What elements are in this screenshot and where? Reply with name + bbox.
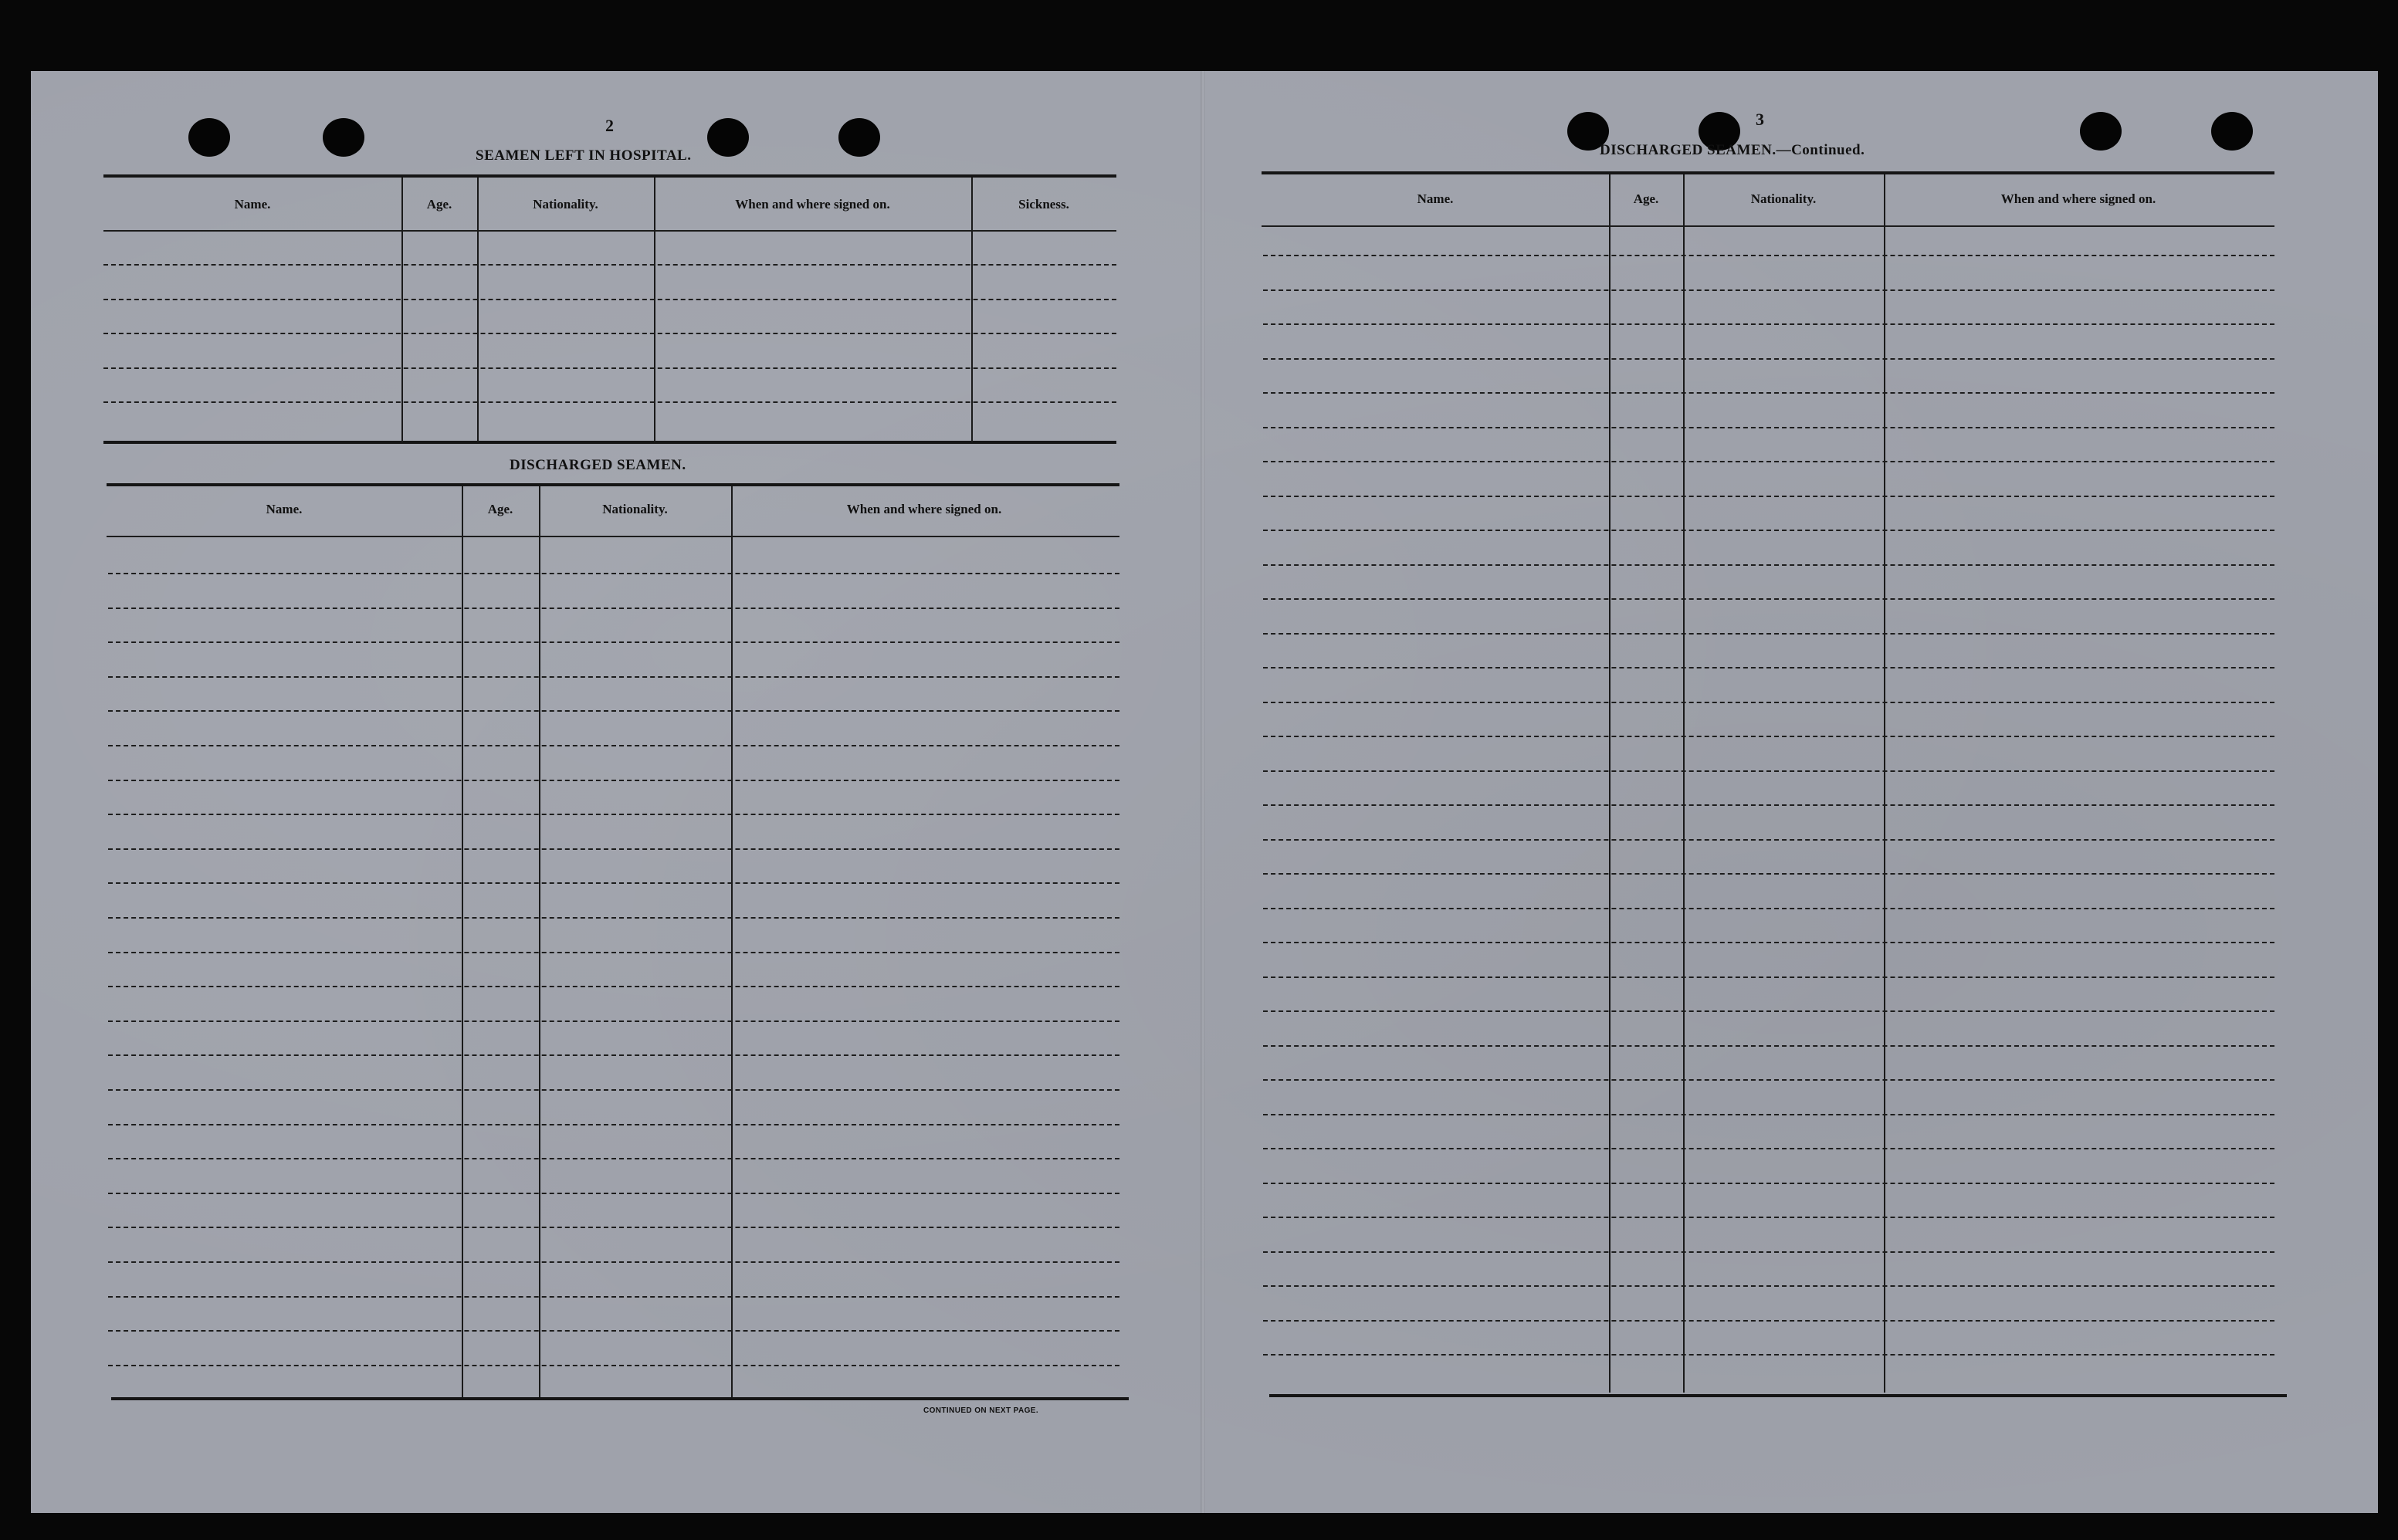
continued-note: CONTINUED ON NEXT PAGE. — [923, 1406, 1039, 1415]
row-ruling-line — [108, 1330, 1119, 1332]
row-ruling-line — [1263, 289, 2274, 291]
punch-hole — [838, 118, 880, 157]
row-ruling-line — [1263, 461, 2274, 462]
row-ruling-line — [108, 1054, 1119, 1056]
row-ruling-line — [108, 641, 1119, 643]
row-ruling-line — [103, 299, 1116, 300]
column-header-when-where: When and where signed on. — [2000, 191, 2156, 206]
column-header-name: Name. — [234, 197, 271, 212]
column-divider — [731, 486, 733, 1397]
column-divider — [462, 486, 463, 1397]
hospital-bottom-rule — [103, 441, 1116, 444]
column-divider — [539, 486, 540, 1397]
row-ruling-line — [1263, 1251, 2274, 1253]
row-ruling-line — [103, 264, 1116, 266]
row-ruling-line — [1263, 633, 2274, 635]
row-ruling-line — [108, 1365, 1119, 1366]
column-header-age: Age. — [487, 502, 513, 516]
column-header-nationality: Nationality. — [602, 502, 668, 516]
row-ruling-line — [108, 1020, 1119, 1022]
right-header-rule — [1262, 225, 2274, 227]
column-header-when-where: When and where signed on. — [735, 197, 890, 212]
row-ruling-line — [108, 573, 1119, 574]
row-ruling-line — [1263, 908, 2274, 909]
row-ruling-line — [108, 882, 1119, 884]
row-ruling-line — [108, 917, 1119, 919]
row-ruling-line — [1263, 564, 2274, 566]
punch-hole — [188, 118, 230, 157]
row-ruling-line — [103, 333, 1116, 334]
row-ruling-line — [108, 710, 1119, 712]
discharged-continued-title: DISCHARGED SEAMEN.—Continued. — [1600, 142, 1865, 158]
row-ruling-line — [108, 1296, 1119, 1298]
row-ruling-line — [1263, 1285, 2274, 1287]
row-ruling-line — [103, 367, 1116, 369]
row-ruling-line — [1263, 1010, 2274, 1012]
punch-hole — [323, 118, 364, 157]
hospital-header-rule — [103, 230, 1116, 232]
row-ruling-line — [108, 745, 1119, 746]
row-ruling-line — [1263, 839, 2274, 841]
row-ruling-line — [1263, 392, 2274, 394]
row-ruling-line — [108, 1158, 1119, 1159]
hospital-section-title: SEAMEN LEFT IN HOSPITAL. — [476, 147, 692, 164]
row-ruling-line — [108, 952, 1119, 953]
row-ruling-line — [1263, 702, 2274, 703]
row-ruling-line — [108, 1089, 1119, 1091]
row-ruling-line — [1263, 1114, 2274, 1115]
column-header-name: Name. — [266, 502, 303, 516]
row-ruling-line — [1263, 323, 2274, 325]
row-ruling-line — [1263, 1183, 2274, 1184]
discharged-section-title: DISCHARGED SEAMEN. — [510, 457, 686, 473]
row-ruling-line — [1263, 1354, 2274, 1356]
row-ruling-line — [1263, 1079, 2274, 1081]
row-ruling-line — [1263, 496, 2274, 497]
row-ruling-line — [1263, 358, 2274, 360]
page-fold — [1201, 71, 1205, 1513]
punch-hole — [2211, 112, 2253, 151]
column-header-name: Name. — [1417, 191, 1454, 206]
row-ruling-line — [108, 608, 1119, 609]
column-header-age: Age. — [1633, 191, 1659, 206]
row-ruling-line — [108, 676, 1119, 678]
discharged-bottom-rule — [111, 1397, 1129, 1400]
row-ruling-line — [1263, 1217, 2274, 1218]
row-ruling-line — [1263, 1045, 2274, 1047]
row-ruling-line — [1263, 667, 2274, 668]
discharged-header-rule — [107, 536, 1119, 537]
row-ruling-line — [1263, 1320, 2274, 1322]
row-ruling-line — [108, 814, 1119, 815]
hospital-top-rule — [103, 174, 1116, 178]
row-ruling-line — [108, 1193, 1119, 1194]
row-ruling-line — [1263, 598, 2274, 600]
row-ruling-line — [1263, 736, 2274, 737]
page-number: 2 — [605, 116, 614, 135]
row-ruling-line — [108, 986, 1119, 987]
row-ruling-line — [1263, 530, 2274, 531]
column-header-sickness: Sickness. — [1018, 197, 1069, 212]
discharged-top-rule — [107, 483, 1119, 486]
column-header-age: Age. — [426, 197, 452, 212]
column-header-nationality: Nationality. — [533, 197, 598, 212]
row-ruling-line — [108, 1261, 1119, 1263]
punch-hole — [2080, 112, 2122, 151]
row-ruling-line — [1263, 873, 2274, 875]
row-ruling-line — [103, 401, 1116, 403]
page-number: 3 — [1756, 110, 1764, 129]
row-ruling-line — [108, 1124, 1119, 1125]
punch-hole — [707, 118, 749, 157]
row-ruling-line — [1263, 804, 2274, 806]
row-ruling-line — [1263, 427, 2274, 428]
row-ruling-line — [1263, 942, 2274, 943]
column-header-nationality: Nationality. — [1750, 191, 1817, 206]
row-ruling-line — [108, 780, 1119, 781]
right-bottom-rule — [1269, 1394, 2287, 1397]
row-ruling-line — [1263, 1148, 2274, 1149]
row-ruling-line — [108, 848, 1119, 850]
column-header-when-where: When and where signed on. — [846, 502, 1002, 516]
row-ruling-line — [1263, 255, 2274, 256]
row-ruling-line — [108, 1227, 1119, 1228]
row-ruling-line — [1263, 770, 2274, 772]
right-top-rule — [1262, 171, 2274, 174]
row-ruling-line — [1263, 976, 2274, 978]
